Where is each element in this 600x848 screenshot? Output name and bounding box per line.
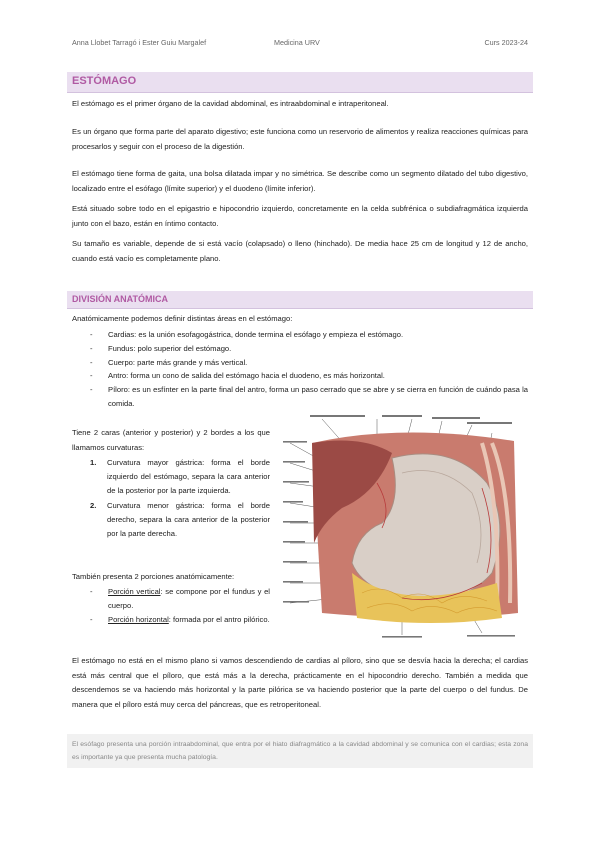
paragraph-size: Su tamaño es variable, depende de si está vacío (colapsado) o lleno (hinchado). De media hace 25 cm de longitud y 12 de ancho, cuando está vacío es completamente plano. [72, 239, 528, 263]
porciones-intro: También presenta 2 porciones anatómicamente: [72, 572, 235, 581]
section-title-estomago: ESTÓMAGO [72, 75, 137, 87]
porciones-list [72, 585, 270, 626]
stomach-illustration [282, 413, 526, 641]
header-course: Medicina URV [274, 38, 320, 47]
porcion-name: Porción vertical [108, 587, 161, 596]
list-item: - Píloro: es un esfínter en la parte final del antro, forma un paso cerrado que se abre y se cierra en función de cuándo pasa la comida. [72, 383, 528, 411]
list-item: - Cardias: es la unión esofagogástrica, donde termina el esófago y empieza el estómago. [72, 328, 528, 342]
list-item [72, 585, 270, 613]
list-item [72, 613, 270, 627]
section-title-division: DIVISIÓN ANATÓMICA [72, 294, 168, 304]
paragraph-function: Es un órgano que forma parte del aparato digestivo; este funciona como un reservorio de alimentos y realiza reacciones químicas para procesarlos y seguir con el proceso de la digestión. [72, 127, 528, 151]
page-header [72, 38, 528, 47]
list-item [72, 456, 270, 497]
list-item [72, 499, 270, 540]
list-text: Curvatura mayor gástrica: forma el borde izquierdo del estómago, separa la cara anterior de la posterior por la parte izquierda. [107, 458, 270, 495]
note-text: El esófago presenta una porción intraabdominal, que entra por el hiato diafragmático a la cavidad abdominal y se comunica con el cardias; esta zona es importante ya que presenta mucha patología. [72, 741, 528, 761]
section-title-bar [67, 291, 533, 309]
division-intro: Anatómicamente podemos definir distintas áreas en el estómago: [72, 314, 293, 323]
caras-intro: Tiene 2 caras (anterior y posterior) y 2 bordes a los que llamamos curvaturas: [72, 428, 270, 452]
paragraph-location: Está situado sobre todo en el epigastrio e hipocondrio izquierdo, concretamente en la celda subfrénica o subdiafragmática izquierda junto con el bazo, están en íntimo contacto. [72, 204, 528, 228]
porcion-name: Porción horizontal [108, 614, 169, 624]
stomach-anatomy-figure [282, 413, 526, 641]
list-number: 2. [90, 501, 97, 511]
note-box [67, 734, 533, 768]
porcion-desc: : formada por el antro pilórico. [168, 614, 270, 624]
paragraph-shape: El estómago tiene forma de gaita, una bolsa dilatada impar y no simétrica. Se describe como un segmento dilatado del tubo digestivo, localizado entre el esófago (límite superior) y el duodeno (límite inferior). [72, 169, 528, 193]
paragraph-position: El estómago no está en el mismo plano si vamos descendiendo de cardias al píloro, sino que se desvía hacia la derecha; el cardias está más central que el píloro, que está más a la derecha, prácticamente en el hipocondrio derecho. También a medida que descendemos se va haciendo más horizontal y la parte pilórica se va haciendo posterior que la parte del cuerpo o del fundus. De manera que el píloro está muy cerca del páncreas, que es retroperitoneal. [72, 656, 528, 709]
list-text: Curvatura menor gástrica: forma el borde derecho, separa la cara anterior de la posterior por la parte derecha. [107, 501, 270, 538]
list-item: - Fundus: polo superior del estómago. [72, 342, 528, 356]
paragraph-intro: El estómago es el primer órgano de la cavidad abdominal, es intraabdominal e intraperitoneal. [72, 99, 389, 108]
porcion-desc: : se compone por el fundus y el cuerpo. [108, 587, 270, 610]
header-authors: Anna Llobet Tarragó i Ester Guiu Margalef [72, 38, 207, 47]
areas-list [72, 328, 528, 411]
list-item: - Antro: forma un cono de salida del estómago hacia el duodeno, es más horizontal. [72, 369, 528, 383]
list-number: 1. [90, 458, 97, 467]
section-title-bar [67, 72, 533, 93]
curvaturas-list [72, 456, 270, 541]
header-year: Curs 2023-24 [484, 38, 528, 47]
list-item: - Cuerpo: parte más grande y más vertical. [72, 356, 528, 370]
